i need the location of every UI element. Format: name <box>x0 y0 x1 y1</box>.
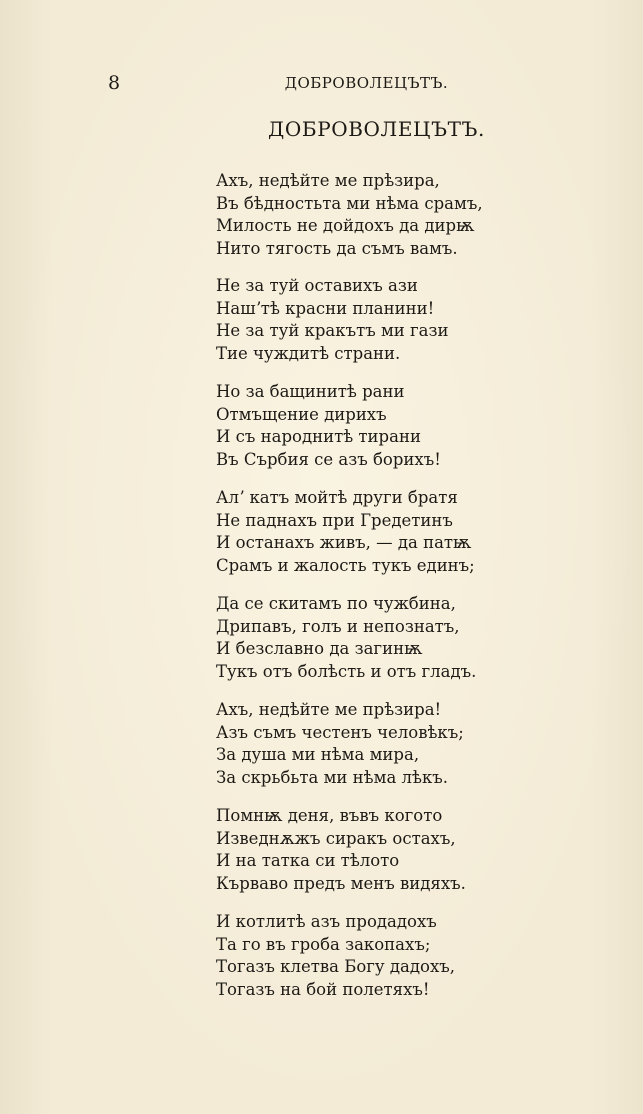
poem-line: Въ Сърбия се азъ борихъ! <box>216 449 441 469</box>
poem-line: Нашʼтѣ красни планини! <box>216 298 435 318</box>
page-number: 8 <box>108 72 121 94</box>
poem-line: Отмъщение дирихъ <box>216 404 387 424</box>
poem-line: Да се скитамъ по чужбина, <box>216 594 456 613</box>
poem-line: Дрипавъ, голъ и непознатъ, <box>216 616 460 636</box>
poem-line: Азъ съмъ честенъ человѣкъ; <box>216 722 464 742</box>
poem-line: Та го въ гроба закопахъ; <box>216 934 431 954</box>
poem-line: И котлитѣ азъ продадохъ <box>216 912 437 931</box>
poem-line: Тогазъ клетва Богу дадохъ, <box>216 957 456 976</box>
poem-line: Тукъ отъ болѣсть и отъ гладъ. <box>216 661 477 681</box>
poem-line: За душа ми нѣма мира, <box>216 745 420 764</box>
poem-line: Нито тягость да съмъ вамъ. <box>216 238 458 258</box>
stanza-2 <box>216 275 449 365</box>
poem-line: И на татка си тѣлото <box>216 851 400 870</box>
stanza-3 <box>216 381 441 471</box>
poem-title: ДОБРОВОЛЕЦЪТЪ. <box>268 117 485 141</box>
poem-line: Алʼ катъ мойтѣ други братя <box>216 488 458 507</box>
poem-line: Тие чуждитѣ страни. <box>216 343 401 363</box>
poem-line: Ахъ, недѣйте ме прѣзира, <box>216 171 440 190</box>
poem-line: Въ бѣдностьта ми нѣма срамъ, <box>216 193 483 213</box>
stanza-5 <box>216 593 476 683</box>
poem-line: Не за туй оставихъ ази <box>216 276 418 295</box>
poem-line: Тогазъ на бой полетяхъ! <box>216 979 430 999</box>
poem-line: Изведнѫжъ сиракъ остахъ, <box>216 828 456 848</box>
stanza-7 <box>216 805 466 895</box>
stanza-6 <box>216 699 464 789</box>
poem-line: И съ народнитѣ тирани <box>216 427 421 446</box>
stanza-4 <box>216 487 475 577</box>
poem-line: Но за бащинитѣ рани <box>216 382 405 401</box>
poem-line: И безславно да загинѭ <box>216 639 423 658</box>
poem-line: За скрьбьта ми нѣма лѣкъ. <box>216 767 449 787</box>
poem-line: Не за туй кракътъ ми гази <box>216 321 449 340</box>
poem-line: И останахъ живъ, — да патѭ <box>216 533 472 552</box>
stanza-1 <box>216 170 483 260</box>
poem-line: Ахъ, недѣйте ме прѣзира! <box>216 700 442 719</box>
running-head: ДОБРОВОЛЕЦЪТЪ. <box>284 74 449 92</box>
poem-line: Не паднахъ при Гредетинъ <box>216 510 453 530</box>
stanza-8 <box>216 911 455 1001</box>
poem-line: Срамъ и жалость тукъ единъ; <box>216 555 475 575</box>
poem-line: Помнѭ деня, въвъ когото <box>216 806 443 825</box>
poem-line: Милость не дойдохъ да дирѭ <box>216 216 475 235</box>
poem-line: Кърваво предъ менъ видяхъ. <box>216 873 466 893</box>
